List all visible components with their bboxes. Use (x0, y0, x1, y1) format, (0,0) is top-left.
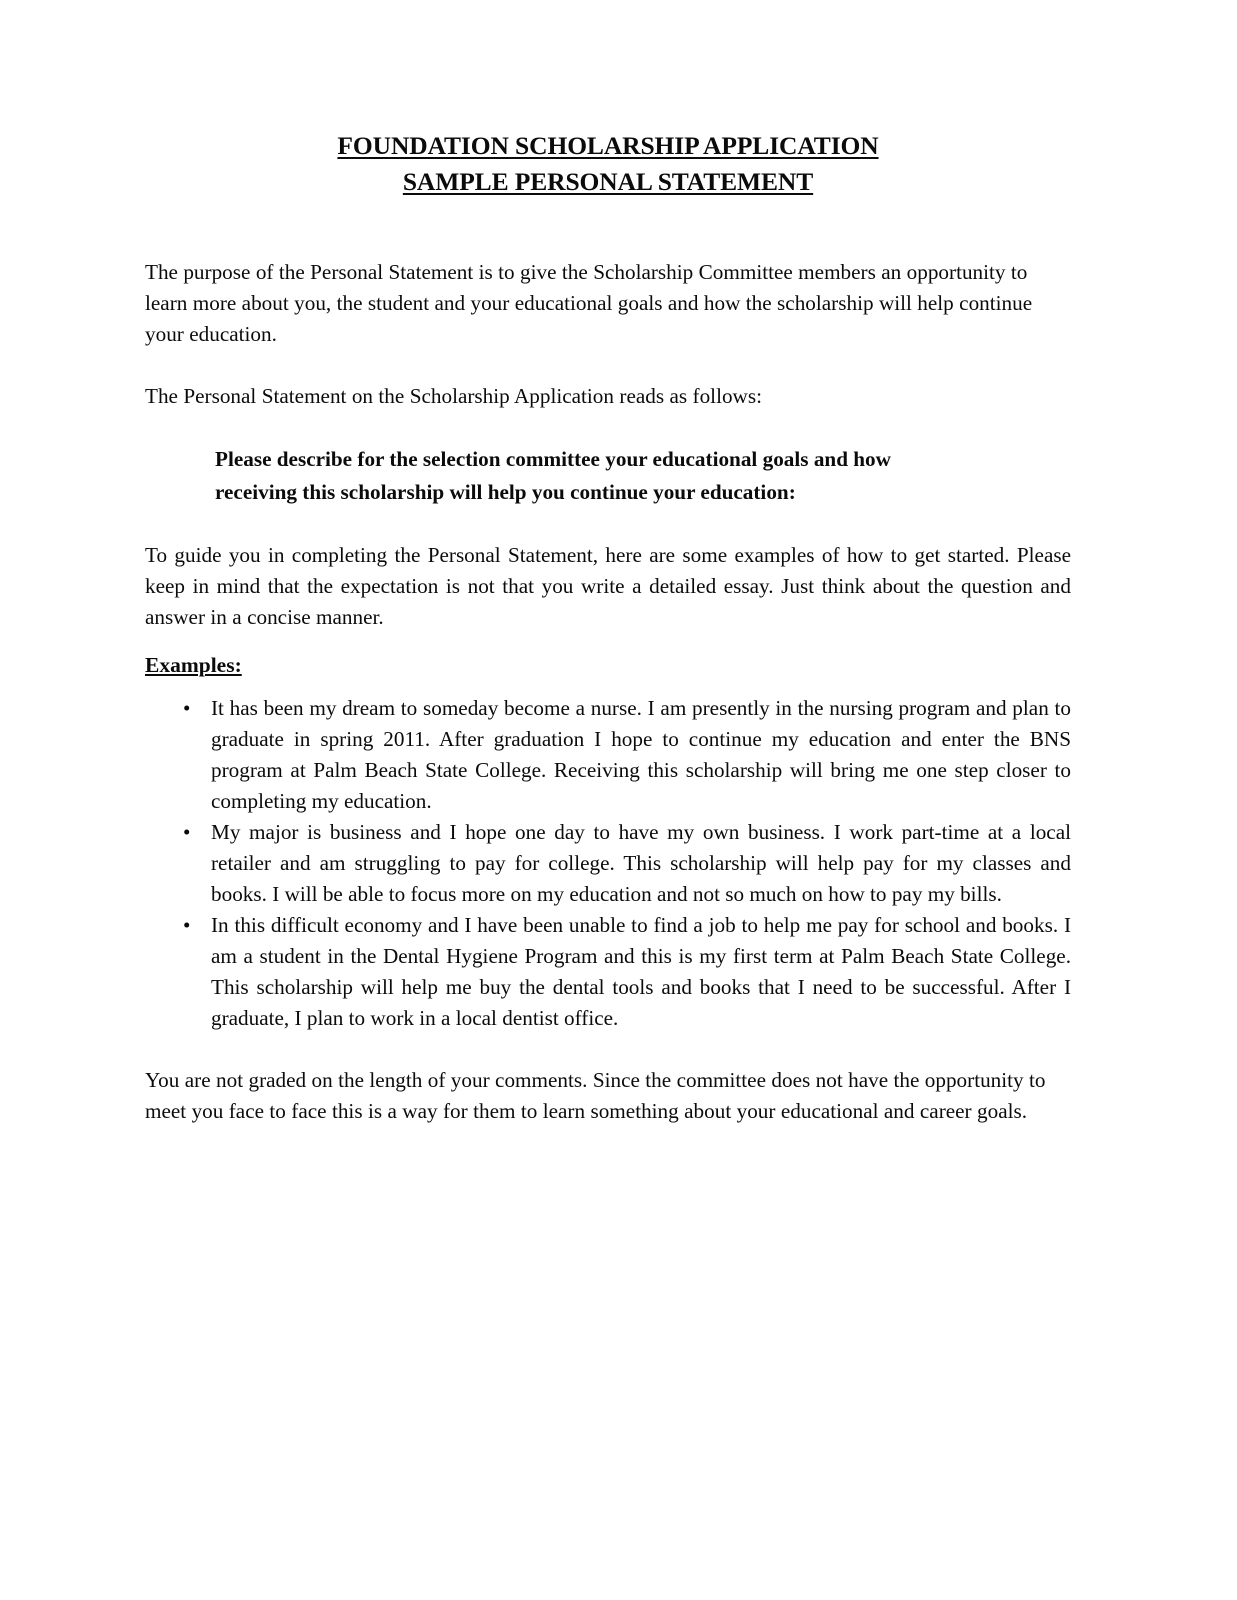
prompt-quote: Please describe for the selection committee your educational goals and how receiving this scholarship will help you continue your education: (215, 447, 891, 504)
list-item (145, 817, 1071, 910)
spacer-after-quote (145, 509, 1071, 540)
list-item-text: My major is business and I hope one day to have my own business. I work part-time at a local retailer and am struggling to pay for college. This scholarship will help pay for my classes and books. I will be able to focus more on my education and not so much on how to pay my bills. (211, 820, 1071, 906)
spacer-after-examples-heading (145, 681, 1071, 693)
title-line-1-row (145, 128, 1071, 164)
bullet-icon: • (183, 820, 191, 844)
examples-heading-text: Examples: (145, 653, 242, 677)
list-item (145, 910, 1071, 1034)
reads-as-follows-paragraph: The Personal Statement on the Scholarship Application reads as follows: (145, 384, 762, 408)
bullet-icon: • (183, 913, 191, 937)
list-item-text: It has been my dream to someday become a nurse. I am presently in the nursing program and plan to graduate in spring 2011. After graduation I hope to continue my education and enter the BNS program at Palm Beach State College. Receiving this scholarship will bring me one step closer to completing my education. (211, 696, 1071, 813)
intro-paragraph: The purpose of the Personal Statement is to give the Scholarship Committee members an opportunity to learn more about you, the student and your educational goals and how the scholarship will help continue your education. (145, 260, 1033, 346)
list-item (145, 693, 1071, 817)
spacer-before-closing (145, 1034, 1071, 1065)
guidance-paragraph: To guide you in completing the Personal Statement, here are some examples of how to get started. Please keep in mind that the expectation is not that you write a detailed essay. Just think about the question and answer in a concise manner. (145, 543, 1071, 629)
title-line-2: SAMPLE PERSONAL STATEMENT (402, 167, 814, 196)
spacer-before-quote (145, 412, 1071, 443)
spacer-before-examples (145, 633, 1071, 650)
title-line-1: FOUNDATION SCHOLARSHIP APPLICATION (337, 131, 879, 160)
bullet-icon: • (183, 696, 191, 720)
title-line-2-row (145, 164, 1071, 200)
page-title (145, 128, 1071, 200)
spacer-after-title (145, 200, 1071, 257)
closing-paragraph: You are not graded on the length of your comments. Since the committee does not have the opportunity to meet you face to face this is a way for them to learn something about your educational and career goals. (145, 1068, 1046, 1123)
examples-heading (145, 650, 1071, 681)
spacer-after-intro (145, 350, 1071, 381)
examples-list (145, 693, 1071, 1034)
document-content (145, 128, 1071, 1127)
list-item-text: In this difficult economy and I have been unable to find a job to help me pay for school and books. I am a student in the Dental Hygiene Program and this is my first term at Palm Beach State College. This scholarship will help me buy the dental tools and books that I need to be successful. After I graduate, I plan to work in a local dentist office. (211, 913, 1071, 1030)
